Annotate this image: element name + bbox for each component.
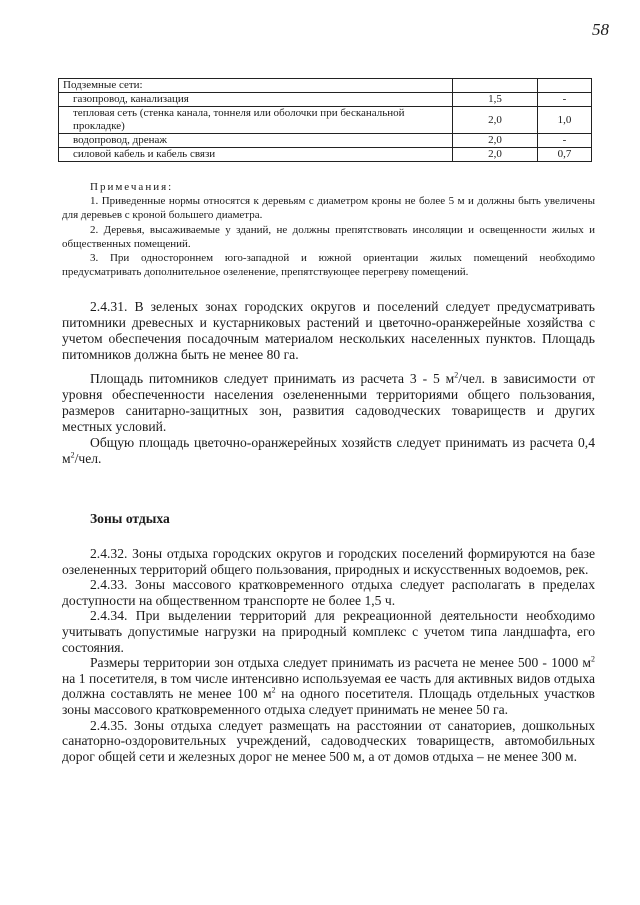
- row-value-1: 2,0: [453, 107, 538, 134]
- row-value-2: 1,0: [538, 107, 592, 134]
- paragraph-2-4-34: 2.4.34. При выделении территорий для рекреационной деятельности необходимо учитывать допустимые нагрузки на природный комплекс с учетом типа ландшафта, его состояния.: [62, 608, 595, 655]
- table-header-cell: Подземные сети:: [59, 79, 453, 93]
- paragraph-2-4-33: 2.4.33. Зоны массового кратковременного отдыха следует располагать в пределах доступности на общественном транспорте не более 1,5 ч.: [62, 577, 595, 608]
- table-row: [59, 148, 592, 162]
- greenzone-section: [62, 299, 595, 467]
- paragraph-2-4-31: 2.4.31. В зеленых зонах городских округов и поселений следует предусматривать питомники древесных и кустарниковых растений и цветочно-оранжерейные хозяйства с учетом обеспечения посадочным материалом нескольких населенных пунктов. Площадь питомников должна быть не менее 80 га.: [62, 299, 595, 362]
- recreation-section: [62, 546, 595, 764]
- page-number: 58: [592, 20, 609, 39]
- paragraph-2-4-32: 2.4.32. Зоны отдыха городских округов и городских поселений формируются на базе озелененных территорий общего пользования, природных и искусственных водоемов, рек.: [62, 546, 595, 577]
- table-row: [59, 134, 592, 148]
- paragraph-2-4-35: 2.4.35. Зоны отдыха следует размещать на расстоянии от санаториев, дошкольных санаторно-оздоровительных учреждений, садоводческих товариществ, автомобильных дорог общей сети и железных дорог не менее 500 м, а от домов отдыха – не менее 300 м.: [62, 717, 595, 764]
- notes-title: Примечания:: [90, 181, 174, 193]
- distance-table: [58, 78, 592, 162]
- notes-block: [62, 180, 595, 279]
- row-value-2: 0,7: [538, 148, 592, 162]
- table-row: [59, 93, 592, 107]
- row-name: водопровод, дренаж: [59, 134, 453, 148]
- row-value-2: -: [538, 134, 592, 148]
- paragraph-zone-sizes: Размеры территории зон отдыха следует принимать из расчета не менее 500 - 1000 $м^2$ на 1 посетителя, в том числе интенсивно используемая ее часть для активных видов отдыха должна составлять не менее 100 $м^2$ на одного посетителя. Площадь отдельных участков зоны массового кратковременного отдыха следует принимать не менее 50 га.: [62, 654, 595, 717]
- row-name: тепловая сеть (стенка канала, тоннеля или оболочки при бесканальной прокладке): [59, 107, 453, 134]
- paragraph-nursery-area: Площадь питомников следует принимать из расчета 3 - 5 $м^2$/чел. в зависимости от уровня обеспеченности населения озелененными территориями общего пользования, размеров санитарно-защитных зон, развития садоводческих товариществ и других местных условий.: [62, 370, 595, 434]
- section-title: Зоны отдыха: [90, 511, 170, 526]
- table-row: [59, 107, 592, 134]
- row-value-1: 2,0: [453, 148, 538, 162]
- note-item: 3. При одностороннем юго-западной и южной ориентации жилых помещений необходимо предусматривать дополнительное озеленение, препятствующее перегреву помещений.: [62, 252, 595, 279]
- table-row: [59, 79, 592, 93]
- note-item: 2. Деревья, высаживаемые у зданий, не должны препятствовать инсоляции и освещенности жилых и общественных помещений.: [62, 223, 595, 250]
- row-value-1: 2,0: [453, 134, 538, 148]
- row-value-1: 1,5: [453, 93, 538, 107]
- row-value-2: -: [538, 93, 592, 107]
- paragraph-greenhouse-area: Общую площадь цветочно-оранжерейных хозяйств следует принимать из расчета 0,4 $м^2$/чел.: [62, 435, 595, 466]
- row-name: силовой кабель и кабель связи: [59, 148, 453, 162]
- row-name: газопровод, канализация: [59, 93, 453, 107]
- note-item: 1. Приведенные нормы относятся к деревьям с диаметром кроны не более 5 м и должны быть увеличены для деревьев с кроной большего диаметра.: [62, 195, 595, 222]
